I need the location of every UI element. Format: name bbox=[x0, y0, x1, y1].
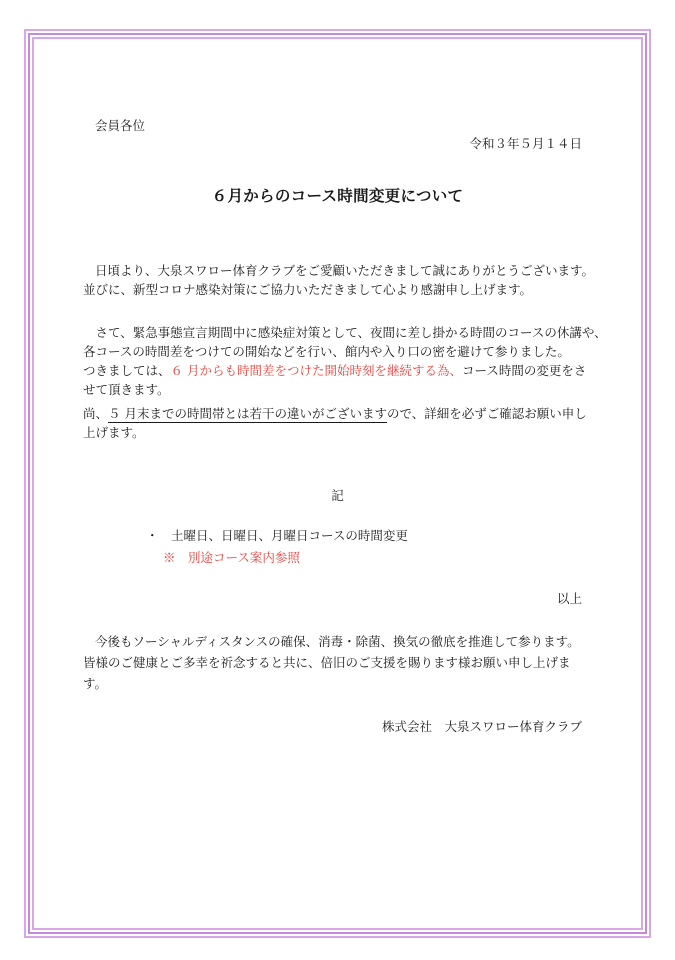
closing-line-1: 今後もソーシャルディスタンスの確保、消毒・除菌、換気の徹底を推進して参ります。 bbox=[95, 634, 580, 649]
notice-lead: つきましては、 bbox=[83, 363, 171, 378]
signature: 株式会社 大泉スワロー体育クラブ bbox=[381, 719, 582, 734]
caution-underlined: ５ 月末までの時間帯とは若干の違いがございます bbox=[108, 406, 387, 421]
recipient: 会員各位 bbox=[95, 118, 146, 133]
caution-line-2: 上げます。 bbox=[83, 425, 145, 440]
issue-date: 令和３年５月１４日 bbox=[469, 136, 582, 151]
notice-highlight: ６ 月からも時間差をつけた開始時刻を継続する為、 bbox=[170, 363, 462, 378]
background-line-1 bbox=[83, 324, 607, 342]
closing-line-2: 皆様のご健康とご多幸を祈念すると共に、倍旧のご支援を賜ります様お願い申し上げま bbox=[83, 655, 571, 670]
page-title: ６月からのコース時間変更について bbox=[211, 187, 464, 205]
greeting-line-2: 並びに、新型コロナ感染対策にご協力いただきまして心より感謝申し上げます。 bbox=[83, 282, 533, 297]
ijo-closing: 以上 bbox=[556, 591, 582, 606]
list-item: ・ 土曜日、日曜日、月曜日コースの時間変更 bbox=[146, 528, 408, 543]
caution-rest: ので、詳細を必ずご確認お願い申し bbox=[387, 406, 587, 421]
greeting-line-1: 日頃より、大泉スワロー体育クラブをご愛顧いただきまして誠にありがとうございます。 bbox=[95, 263, 595, 278]
page-border-inner bbox=[32, 37, 643, 930]
background-line-1-text: さて、緊急事態宣言期間中に感染症対策として、夜間に差し掛かる時間のコースの休講や、 bbox=[95, 325, 607, 340]
notice-line-2: せて頂きます。 bbox=[83, 382, 170, 397]
caution-line-1 bbox=[83, 405, 587, 423]
ki-heading: 記 bbox=[331, 488, 344, 503]
background-line-2: 各コースの時間差をつけての開始などを行い、館内や入り口の密を避けて参りました。 bbox=[83, 344, 570, 359]
caution-lead: 尚、 bbox=[83, 406, 109, 421]
reference-note: ※ 別途コース案内参照 bbox=[163, 550, 300, 565]
notice-line-1 bbox=[83, 362, 586, 380]
notice-rest: コース時間の変更をさ bbox=[462, 363, 587, 378]
closing-line-3: す。 bbox=[83, 676, 108, 691]
